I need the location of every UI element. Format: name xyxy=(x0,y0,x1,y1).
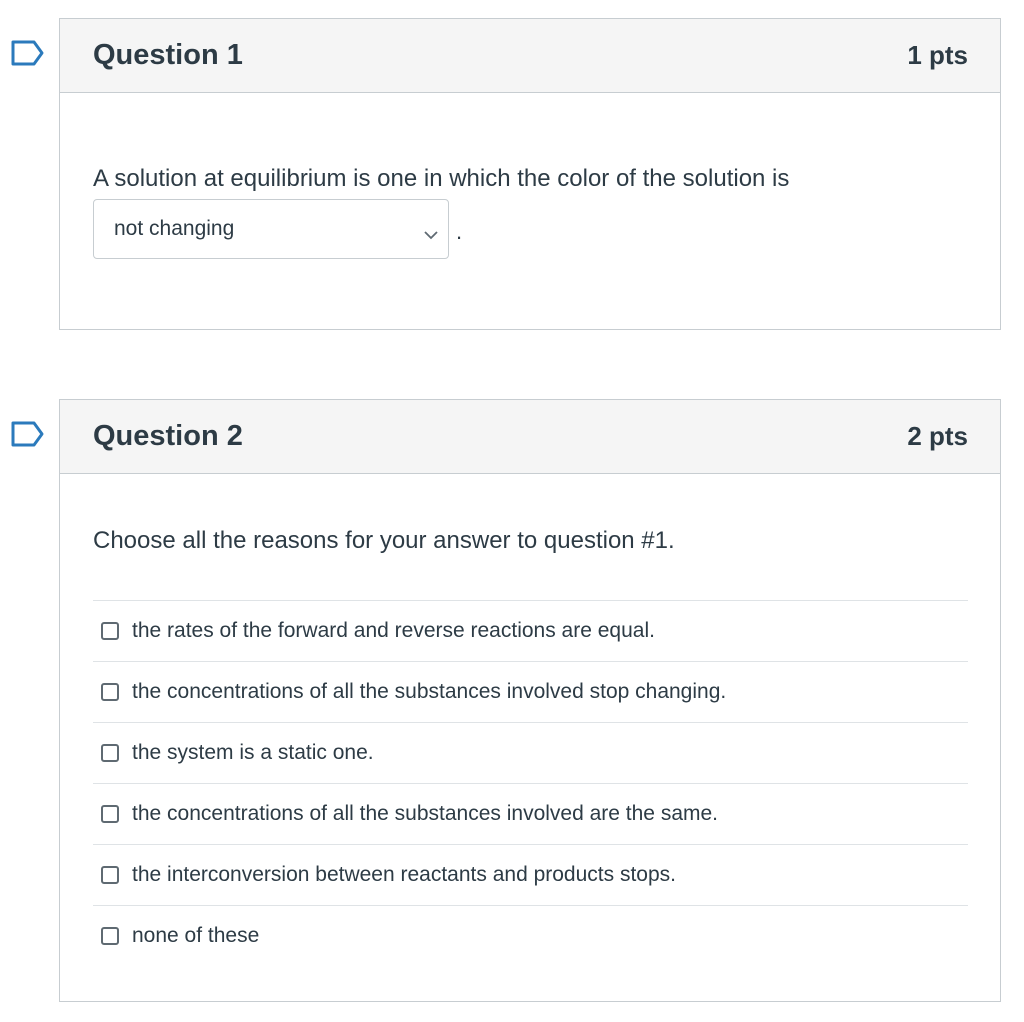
answer-label: the interconversion between reactants and products stops. xyxy=(132,863,676,886)
answer-checkbox[interactable] xyxy=(101,744,119,762)
question-text: A solution at equilibrium is one in which the color of the solution is xyxy=(93,165,790,192)
answer-label: the concentrations of all the substances involved stop changing. xyxy=(132,680,727,703)
question-points: 2 pts xyxy=(907,421,968,451)
answer-option[interactable] xyxy=(93,905,968,966)
question-header xyxy=(60,400,1000,474)
flag-question-2-icon[interactable] xyxy=(11,421,45,447)
question-2-card xyxy=(59,399,1001,1002)
answer-option[interactable] xyxy=(93,722,968,783)
question-title: Question 2 xyxy=(93,420,243,452)
answer-checkbox[interactable] xyxy=(101,866,119,884)
answer-list xyxy=(93,600,968,966)
question-header xyxy=(60,19,1000,93)
chevron-down-icon xyxy=(424,222,438,246)
answer-label: the concentrations of all the substances involved are the same. xyxy=(132,802,719,825)
answer-option[interactable] xyxy=(93,844,968,905)
answer-checkbox[interactable] xyxy=(101,805,119,823)
answer-checkbox[interactable] xyxy=(101,622,119,640)
question-text: Choose all the reasons for your answer to question #1. xyxy=(93,527,675,554)
answer-checkbox[interactable] xyxy=(101,927,119,945)
answer-option[interactable] xyxy=(93,661,968,722)
answer-option[interactable] xyxy=(93,600,968,661)
flag-question-1-icon[interactable] xyxy=(11,40,45,66)
answer-option[interactable] xyxy=(93,783,968,844)
answer-checkbox[interactable] xyxy=(101,683,119,701)
select-value: not changing xyxy=(114,217,235,240)
answer-label: none of these xyxy=(132,924,260,947)
answer-select[interactable] xyxy=(93,199,449,259)
answer-label: the rates of the forward and reverse reactions are equal. xyxy=(132,619,655,642)
answer-label: the system is a static one. xyxy=(132,741,374,764)
sentence-period: . xyxy=(456,219,463,244)
question-1-card xyxy=(59,18,1001,330)
question-points: 1 pts xyxy=(907,40,968,70)
question-title: Question 1 xyxy=(93,39,243,71)
